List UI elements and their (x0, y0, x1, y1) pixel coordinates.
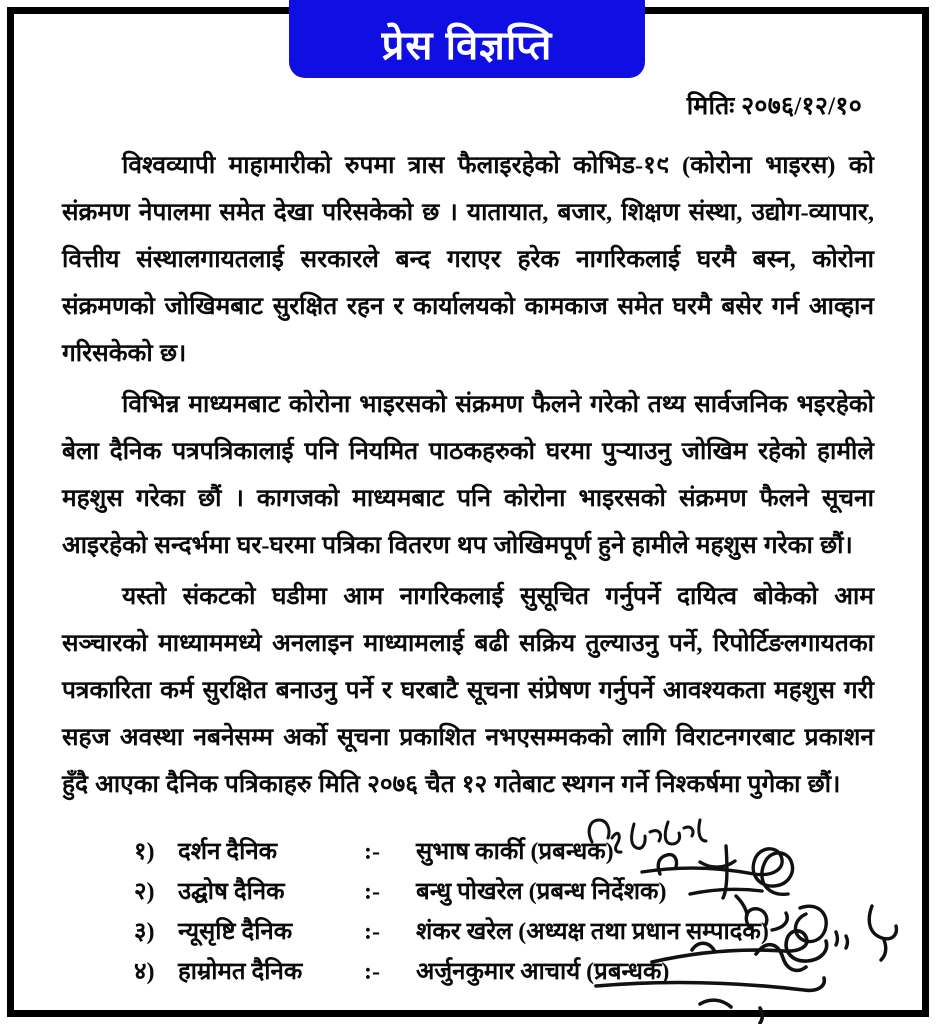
signatory-person: शंकर खरेल (अध्यक्ष तथा प्रधान सम्पादक) (416, 919, 769, 945)
signatory-row-2 (134, 874, 874, 914)
signatory-separator: :- (364, 919, 380, 945)
paragraph-1: विश्वव्यापी माहामारीको रुपमा त्रास फैलाइरहेको कोभिड-१९ (कोरोना भाइरस) को संक्रमण नेपालमा समेत देखा परिसकेको छ । यातायात, बजार, शिक्षण संस्था, उद्योग-व्यापार, वित्तीय संस्थालगायतलाई सरकारले बन्द गराएर हरेक नागरिकलाई घरमै बस्न, कोरोना संक्रमणको जोखिमबाट सुरक्षित रहन र कार्यालयको कामकाज समेत घरमै बसेर गर्न आव्हान गरिसकेको छ। (62, 152, 874, 367)
paragraph-3: यस्तो संकटको घडीमा आम नागरिकलाई सुसूचित गर्नुपर्ने दायित्व बोकेको आम सञ्चारको माध्याममध्ये अनलाइन माध्यामलाई बढी सक्रिय तुल्याउनु पर्ने, रिपोर्टिङलगायतका पत्रकारिता कर्म सुरक्षित बनाउनु पर्ने र घरबाटै सूचना संप्रेषण गर्नुपर्ने आवश्यकता महशुस गरी सहज अवस्था नबनेसम्म अर्को सूचना प्रकाशित नभएसम्मकको लागि विराटनगरबाट प्रकाशन हुँदै आएका दैनिक पत्रिकाहरु मिति २०७६ चैत १२ गतेबाट स्थगन गर्ने निश्कर्षमा पुगेका छौं। (62, 583, 874, 798)
signatory-index: ३) (134, 919, 155, 945)
signatory-separator: :- (364, 959, 380, 985)
signatory-index: १) (134, 839, 155, 865)
signatory-separator: :- (364, 879, 380, 905)
signatory-publication: न्यूसृष्टि दैनिक (178, 919, 293, 945)
page-title: प्रेस विज्ञप्ति (381, 24, 553, 68)
date-line: मितिः २०७६/१२/१० (686, 93, 862, 120)
signatory-index: ४) (134, 959, 155, 985)
signatory-row-4 (134, 954, 874, 994)
header-banner (289, 0, 645, 78)
signatory-list (62, 834, 874, 994)
signatory-person: सुभाष कार्की (प्रबन्धक) (416, 839, 614, 865)
signatory-separator: :- (364, 839, 380, 865)
signatory-row-3 (134, 914, 874, 954)
signatory-publication: हाम्रोमत दैनिक (178, 959, 303, 985)
signatory-person: बन्धु पोखरेल (प्रबन्ध निर्देशक) (416, 879, 667, 905)
signatory-publication: दर्शन दैनिक (178, 839, 278, 865)
signatory-person: अर्जुनकुमार आचार्य (प्रबन्धक) (416, 959, 670, 985)
signatory-index: २) (134, 879, 155, 905)
signatory-publication: उद्घोष दैनिक (178, 879, 285, 905)
paragraph-2: विभिन्न माध्यमबाट कोरोना भाइरसको संक्रमण फैलने गरेको तथ्य सार्वजनिक भइरहेको बेला दैनिक पत्रपत्रिकालाई पनि नियमित पाठकहरुको घरमा पुऱ्याउनु जोखिम रहेको हामीले महशुस गरेका छौं । कागजको माध्यमबाट पनि कोरोना भाइरसको संक्रमण फैलने सूचना आइरहेको सन्दर्भमा घर-घरमा पत्रिका वितरण थप जोखिमपूर्ण हुने हामीले महशुस गरेका छौं। (62, 391, 874, 559)
signatory-row-1 (134, 834, 874, 874)
